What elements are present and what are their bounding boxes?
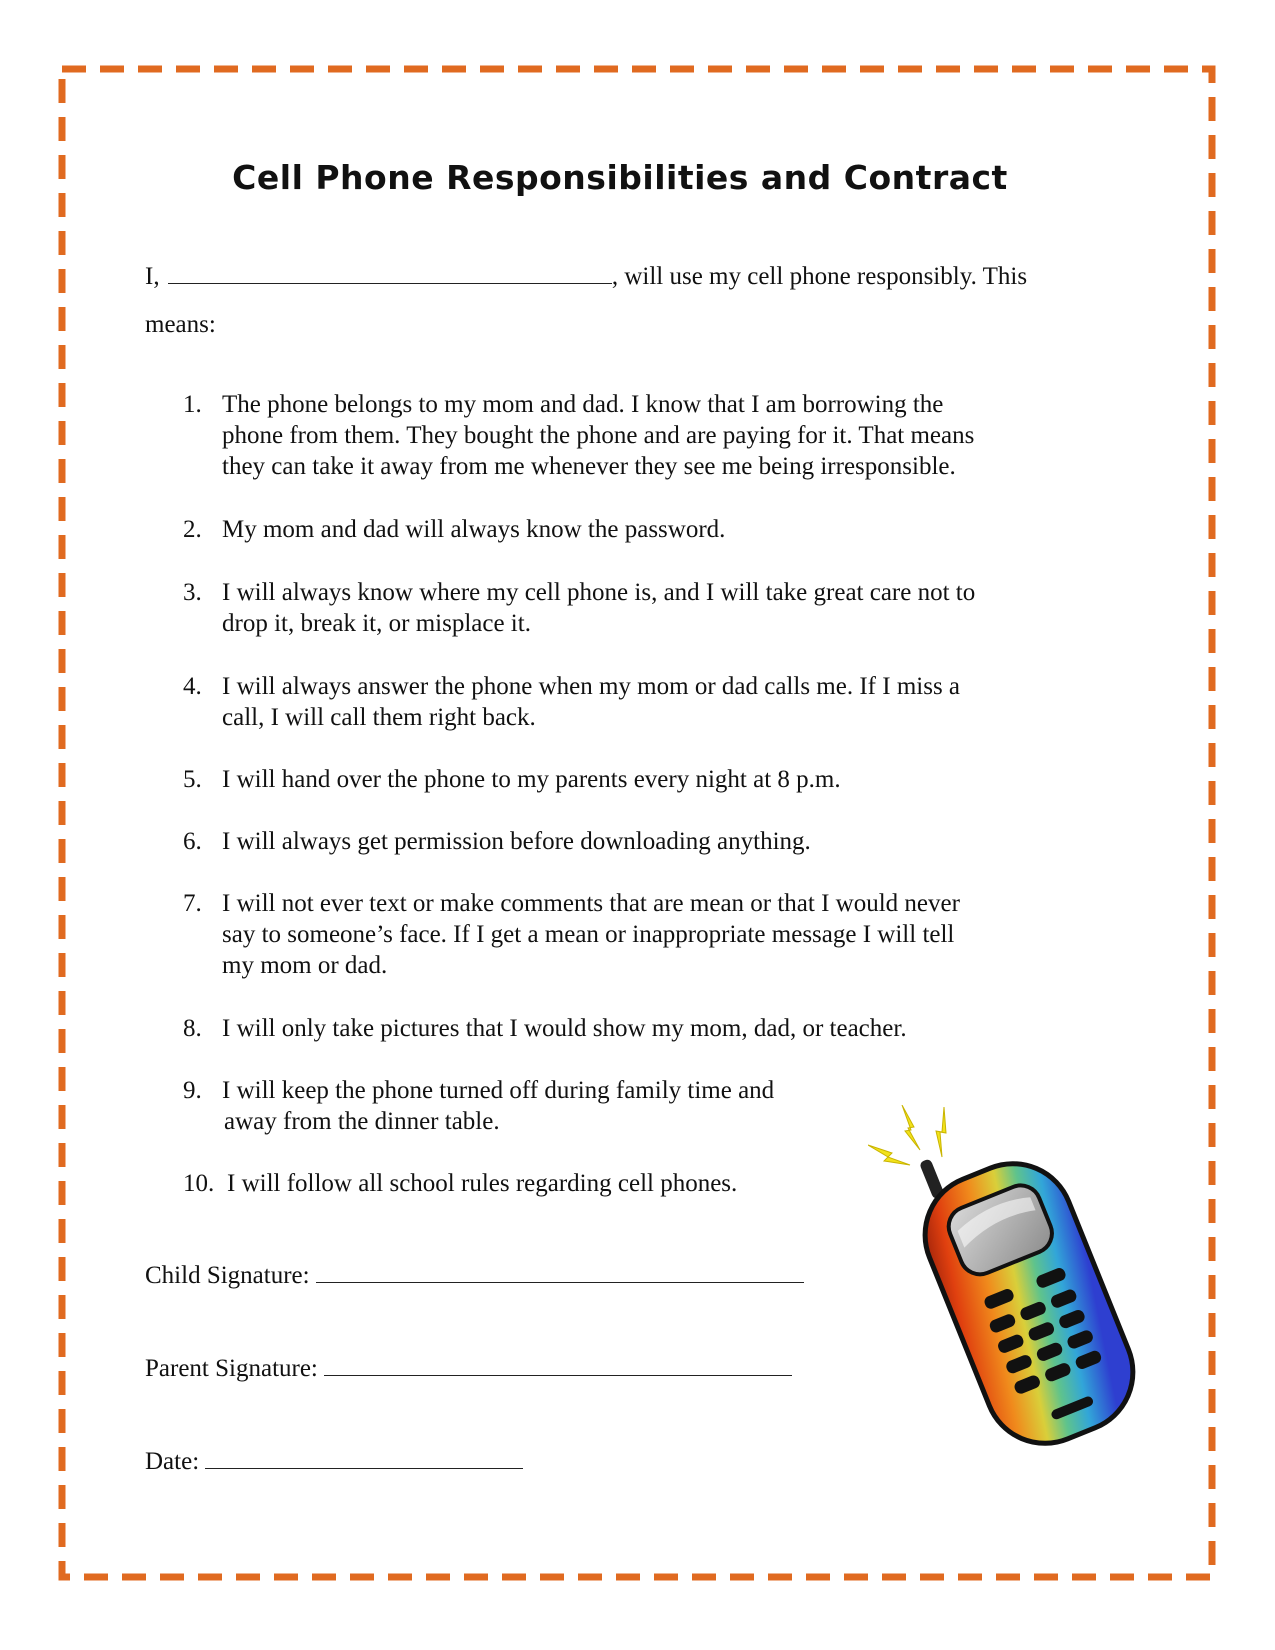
- parent-signature-line: [145, 1355, 792, 1383]
- rule-text: I will keep the phone turned off during family time and away from the dinner table.: [222, 1077, 775, 1135]
- child-signature-line: [145, 1262, 804, 1290]
- parent-signature-label: Parent Signature:: [145, 1355, 318, 1382]
- rule-number: 8.: [183, 1015, 202, 1042]
- rule-number: 1.: [183, 391, 202, 418]
- parent-signature-blank[interactable]: [324, 1357, 792, 1376]
- rule-text: I will always know where my cell phone is, and I will take great care not to drop it, break it, or misplace it.: [222, 579, 976, 637]
- rule-number: 10.: [183, 1170, 215, 1197]
- rule-number: 9.: [183, 1077, 202, 1104]
- cell-phone-icon: [868, 1105, 1168, 1450]
- rule-number: 3.: [183, 579, 202, 606]
- intro-suffix: , will use my cell phone responsibly. This: [611, 263, 1028, 290]
- rule-text: I will hand over the phone to my parents every night at 8 p.m.: [222, 766, 841, 793]
- rule-number: 2.: [183, 516, 202, 543]
- rule-text: I will always get permission before downloading anything.: [222, 828, 811, 855]
- date-line: [145, 1448, 523, 1476]
- rule-text: I will not ever text or make comments that are mean or that I would never say to someone’s face. If I get a mean or inappropriate message I will tell my mom or dad.: [222, 890, 960, 979]
- date-label: Date:: [145, 1448, 200, 1475]
- name-blank[interactable]: [168, 265, 612, 284]
- child-signature-label: Child Signature:: [145, 1262, 310, 1289]
- intro-line-2: means:: [145, 311, 216, 338]
- rule-number: 6.: [183, 828, 202, 855]
- rule-text: The phone belongs to my mom and dad. I know that I am borrowing the phone from them. They bought the phone and are paying for it. That means they can take it away from me whenever they see me being irresponsible.: [222, 391, 975, 480]
- intro-prefix: I,: [145, 263, 160, 290]
- rule-text: My mom and dad will always know the password.: [222, 516, 726, 543]
- rule-text: I will follow all school rules regarding cell phones.: [227, 1170, 738, 1197]
- rule-number: 4.: [183, 673, 202, 700]
- rule-text: I will only take pictures that I would show my mom, dad, or teacher.: [222, 1015, 907, 1042]
- date-blank[interactable]: [205, 1450, 523, 1469]
- rule-number: 5.: [183, 766, 202, 793]
- child-signature-blank[interactable]: [316, 1264, 804, 1283]
- ring-lines: [868, 1105, 946, 1165]
- document-title: Cell Phone Responsibilities and Contract: [232, 158, 1008, 197]
- intro-line: [145, 263, 1027, 291]
- rule-text: I will always answer the phone when my mom or dad calls me. If I miss a call, I will call them right back.: [222, 673, 961, 731]
- rule-number: 7.: [183, 890, 202, 917]
